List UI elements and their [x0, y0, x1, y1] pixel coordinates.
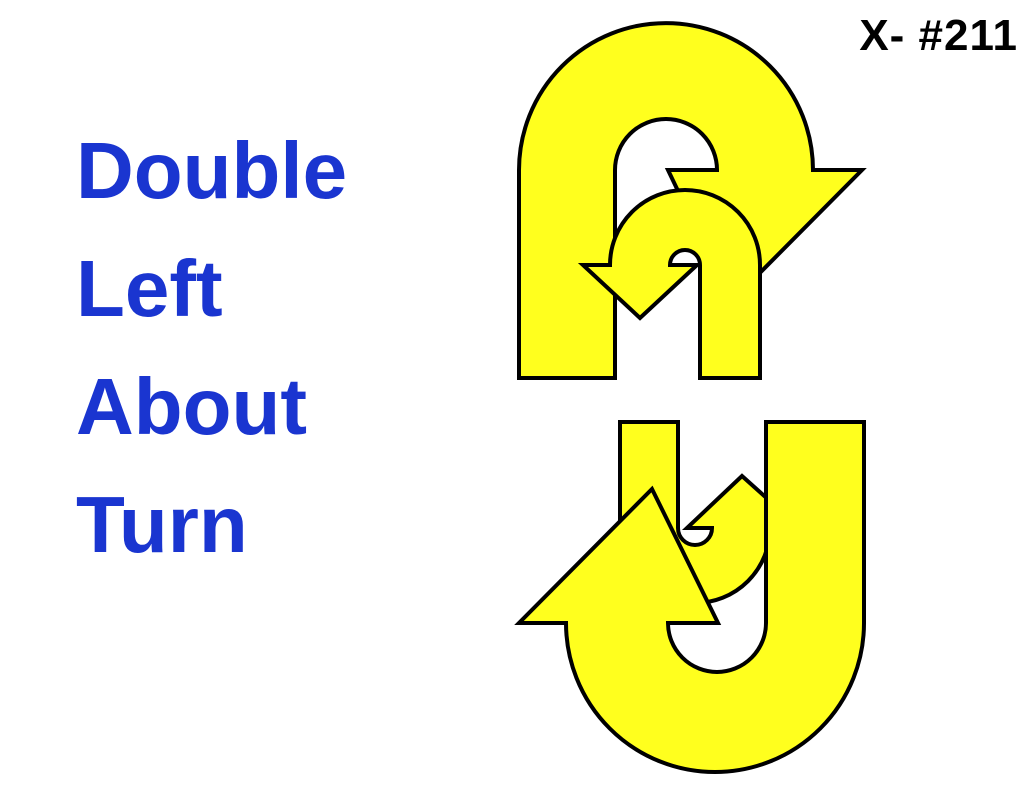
- sign-code: X- #211: [859, 11, 1018, 60]
- title-line-3: About: [76, 362, 308, 451]
- title-line-1: Double: [76, 126, 348, 215]
- title-line-2: Left: [76, 244, 223, 333]
- title-line-4: Turn: [76, 480, 248, 569]
- lower-large-u-turn-arrow-icon: [519, 422, 864, 772]
